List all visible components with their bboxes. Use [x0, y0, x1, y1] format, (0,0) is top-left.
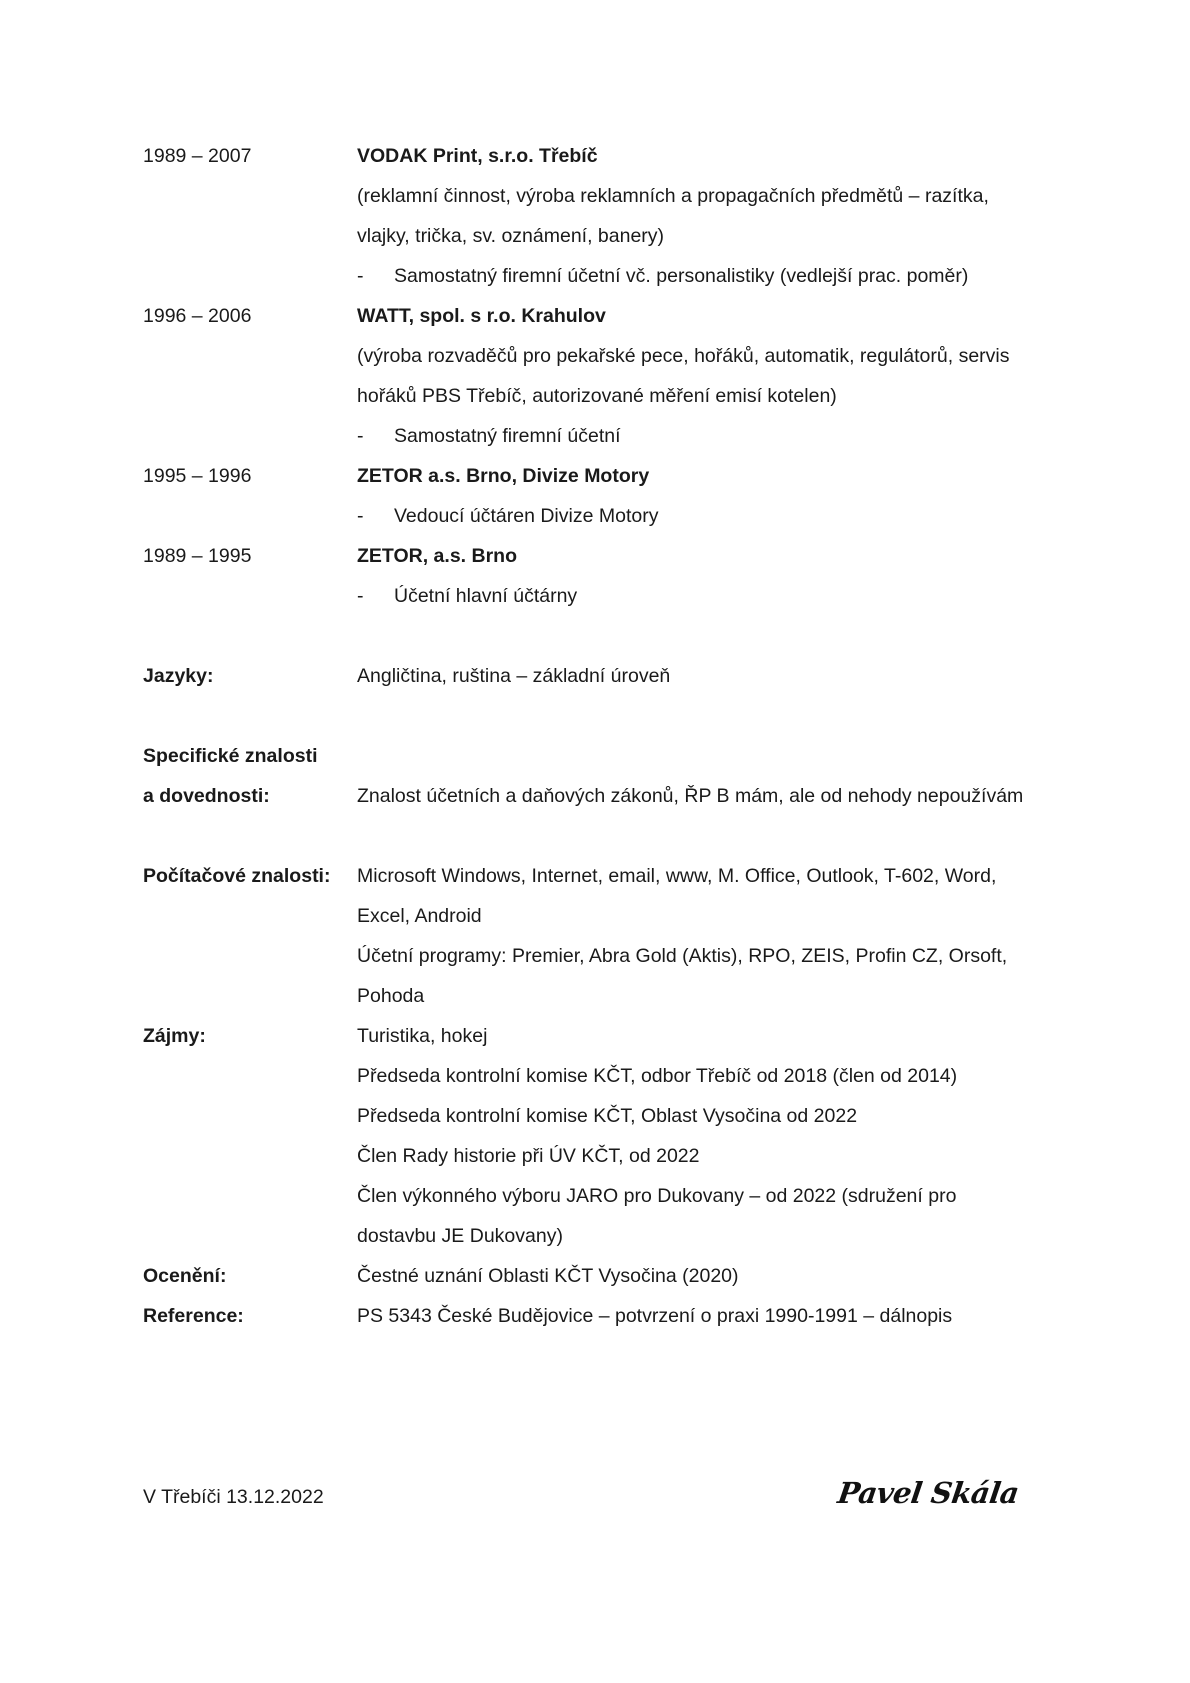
interests-line: dostavbu JE Dukovany) [357, 1225, 563, 1247]
bullet-dash: - [357, 265, 364, 287]
employment-description: (výroba rozvaděčů pro pekařské pece, hořáků, automatik, regulátorů, servis [357, 345, 1010, 367]
employment-description: (reklamní činnost, výroba reklamních a propagačních předmětů – razítka, [357, 185, 989, 207]
employment-description: hořáků PBS Třebíč, autorizované měření emisí kotelen) [357, 385, 837, 407]
employment-row [143, 135, 1063, 178]
bullet-dash: - [357, 585, 364, 607]
languages-value: Angličtina, ruština – základní úroveň [357, 665, 671, 687]
computer-row [143, 895, 1063, 938]
employment-role: Samostatný firemní účetní vč. personalistiky (vedlejší prac. poměr) [394, 265, 969, 287]
interests-line: Turistika, hokej [357, 1025, 488, 1047]
computer-row [143, 975, 1063, 1018]
awards-value: Čestné uznání Oblasti KČT Vysočina (2020) [357, 1265, 739, 1287]
languages-row [143, 655, 1063, 698]
computer-row [143, 855, 1063, 898]
employment-row [143, 535, 1063, 578]
interests-line: Předseda kontrolní komise KČT, Oblast Vysočina od 2022 [357, 1105, 858, 1127]
interests-row [143, 1015, 1063, 1058]
skills-label-row [143, 735, 1063, 778]
employment-company: WATT, spol. s r.o. Krahulov [357, 305, 606, 327]
employment-role-line [143, 575, 1063, 618]
skills-row [143, 775, 1063, 818]
interests-row [143, 1095, 1063, 1138]
computer-line: Účetní programy: Premier, Abra Gold (Aktis), RPO, ZEIS, Profin CZ, Orsoft, [357, 945, 1008, 967]
computer-label: Počítačové znalosti: [143, 865, 331, 887]
bullet-dash: - [357, 505, 364, 527]
interests-line: Předseda kontrolní komise KČT, odbor Třebíč od 2018 (člen od 2014) [357, 1065, 958, 1087]
employment-description: vlajky, trička, sv. oznámení, banery) [357, 225, 665, 247]
references-row [143, 1295, 1063, 1338]
references-value: PS 5343 České Budějovice – potvrzení o praxi 1990-1991 – dálnopis [357, 1305, 953, 1327]
interests-label: Zájmy: [143, 1025, 206, 1047]
employment-company: ZETOR a.s. Brno, Divize Motory [357, 465, 650, 487]
employment-description-line [143, 215, 1063, 258]
employment-company: ZETOR, a.s. Brno [357, 545, 517, 567]
employment-row [143, 295, 1063, 338]
bullet-dash: - [357, 425, 364, 447]
interests-line: Člen výkonného výboru JARO pro Dukovany – od 2022 (sdružení pro [357, 1185, 957, 1207]
employment-period: 1996 – 2006 [143, 305, 252, 327]
skills-label: a dovednosti: [143, 785, 270, 807]
skills-value: Znalost účetních a daňových zákonů, ŘP B mám, ale od nehody nepoužívám [357, 785, 1024, 807]
employment-role-line [143, 495, 1063, 538]
employment-row [143, 455, 1063, 498]
computer-row [143, 935, 1063, 978]
employment-period: 1989 – 2007 [143, 145, 252, 167]
employment-role-line [143, 255, 1063, 298]
computer-line: Excel, Android [357, 905, 482, 927]
signature: Pavel Skála [835, 1476, 1021, 1510]
computer-line: Pohoda [357, 985, 425, 1007]
place-date: V Třebíči 13.12.2022 [143, 1486, 324, 1508]
computer-line: Microsoft Windows, Internet, email, www, M. Office, Outlook, T-602, Word, [357, 865, 997, 887]
employment-role: Účetní hlavní účtárny [394, 585, 578, 607]
awards-row [143, 1255, 1063, 1298]
awards-label: Ocenění: [143, 1265, 227, 1287]
employment-description-line [143, 175, 1063, 218]
interests-row [143, 1055, 1063, 1098]
employment-role: Samostatný firemní účetní [394, 425, 621, 447]
interests-row [143, 1135, 1063, 1178]
interests-row [143, 1175, 1063, 1218]
employment-company: VODAK Print, s.r.o. Třebíč [357, 145, 598, 167]
interests-row [143, 1215, 1063, 1258]
references-label: Reference: [143, 1305, 244, 1327]
languages-label: Jazyky: [143, 665, 214, 687]
employment-role: Vedoucí účtáren Divize Motory [394, 505, 659, 527]
skills-label: Specifické znalosti [143, 745, 318, 767]
interests-line: Člen Rady historie při ÚV KČT, od 2022 [357, 1145, 700, 1167]
employment-period: 1989 – 1995 [143, 545, 252, 567]
employment-period: 1995 – 1996 [143, 465, 252, 487]
employment-description-line [143, 375, 1063, 418]
employment-description-line [143, 335, 1063, 378]
employment-role-line [143, 415, 1063, 458]
